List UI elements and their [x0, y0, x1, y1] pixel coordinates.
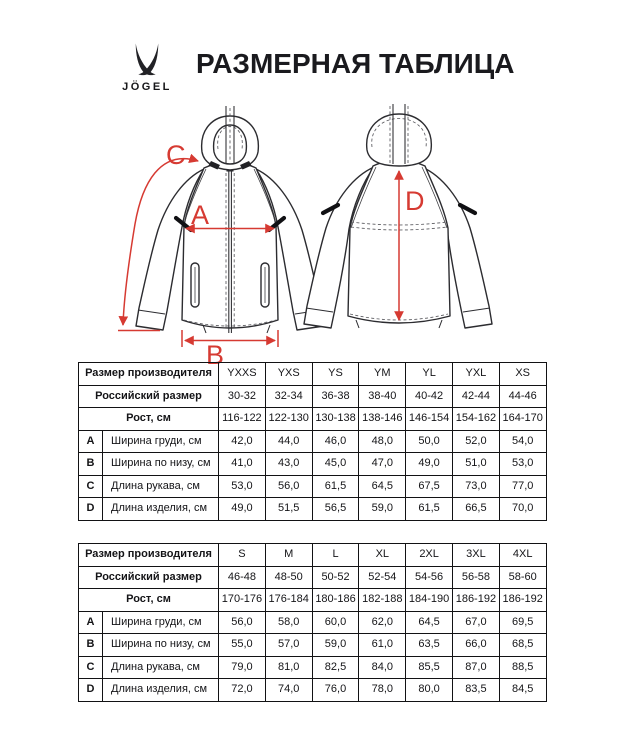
- measure-letter: A: [79, 611, 103, 634]
- size-header-value: 180-186: [312, 589, 359, 612]
- size-header-value: 164-170: [499, 408, 546, 431]
- size-header-value: 154-162: [453, 408, 500, 431]
- measure-value: 79,0: [219, 656, 266, 679]
- measure-value: 44,0: [265, 430, 312, 453]
- size-header-value: 32-34: [265, 385, 312, 408]
- size-header-label: Рост, см: [79, 408, 219, 431]
- measure-value: 80,0: [406, 679, 453, 702]
- measure-value: 41,0: [219, 453, 266, 476]
- measure-value: 64,5: [406, 611, 453, 634]
- measurement-row: [79, 453, 547, 476]
- measure-value: 53,0: [499, 453, 546, 476]
- measure-value: 84,0: [359, 656, 406, 679]
- size-header-value: 4XL: [499, 544, 546, 567]
- size-header-value: 38-40: [359, 385, 406, 408]
- measure-value: 69,5: [499, 611, 546, 634]
- size-header-value: 138-146: [359, 408, 406, 431]
- measure-value: 70,0: [499, 498, 546, 521]
- measure-value: 61,5: [312, 475, 359, 498]
- measure-value: 88,5: [499, 656, 546, 679]
- size-header-value: 36-38: [312, 385, 359, 408]
- size-header-label: Российский размер: [79, 566, 219, 589]
- size-header-value: 3XL: [453, 544, 500, 567]
- measure-value: 50,0: [406, 430, 453, 453]
- measure-name: Ширина по низу, см: [103, 453, 219, 476]
- measure-value: 76,0: [312, 679, 359, 702]
- size-header-value: YXL: [453, 363, 500, 386]
- size-header-label: Размер производителя: [79, 544, 219, 567]
- measure-value: 43,0: [265, 453, 312, 476]
- measure-letter: C: [79, 656, 103, 679]
- size-header-value: 130-138: [312, 408, 359, 431]
- measure-value: 67,5: [406, 475, 453, 498]
- brand-logo-text: JÖGEL: [122, 81, 172, 93]
- measurement-row: [79, 430, 547, 453]
- measure-value: 59,0: [312, 634, 359, 657]
- size-header-value: 44-46: [499, 385, 546, 408]
- measure-value: 85,5: [406, 656, 453, 679]
- size-header-value: 52-54: [359, 566, 406, 589]
- measure-value: 42,0: [219, 430, 266, 453]
- measure-letter: C: [79, 475, 103, 498]
- measure-value: 52,0: [453, 430, 500, 453]
- measure-value: 49,0: [406, 453, 453, 476]
- measure-value: 60,0: [312, 611, 359, 634]
- size-header-value: 42-44: [453, 385, 500, 408]
- size-header-value: YS: [312, 363, 359, 386]
- measure-value: 47,0: [359, 453, 406, 476]
- measure-value: 56,0: [265, 475, 312, 498]
- size-header-value: M: [265, 544, 312, 567]
- size-header-value: YXXS: [219, 363, 266, 386]
- measure-label-c: C: [166, 140, 186, 170]
- size-header-row: [79, 408, 547, 431]
- size-header-value: 56-58: [453, 566, 500, 589]
- measure-value: 56,5: [312, 498, 359, 521]
- size-header-value: XS: [499, 363, 546, 386]
- measurement-row: [79, 634, 547, 657]
- size-table-youth: [78, 362, 547, 521]
- measure-value: 77,0: [499, 475, 546, 498]
- measure-value: 67,0: [453, 611, 500, 634]
- size-header-value: 122-130: [265, 408, 312, 431]
- size-header-row: [79, 363, 547, 386]
- measure-value: 57,0: [265, 634, 312, 657]
- measure-label-a: A: [191, 200, 210, 230]
- measure-value: 48,0: [359, 430, 406, 453]
- size-header-value: 2XL: [406, 544, 453, 567]
- measure-value: 73,0: [453, 475, 500, 498]
- jacket-front-view: [136, 106, 324, 333]
- measure-value: 66,5: [453, 498, 500, 521]
- size-header-row: [79, 566, 547, 589]
- measure-value: 61,0: [359, 634, 406, 657]
- jacket-measurement-diagram: [90, 100, 530, 368]
- front-hood: [202, 106, 259, 170]
- size-header-value: YXS: [265, 363, 312, 386]
- jogel-logo-icon: [134, 42, 160, 78]
- hem-toggle: [267, 325, 270, 333]
- size-header-value: YL: [406, 363, 453, 386]
- measure-name: Длина рукава, см: [103, 656, 219, 679]
- measure-name: Длина изделия, см: [103, 679, 219, 702]
- measure-value: 45,0: [312, 453, 359, 476]
- measurement-row: [79, 475, 547, 498]
- measure-value: 82,5: [312, 656, 359, 679]
- measure-name: Ширина груди, см: [103, 430, 219, 453]
- measure-name: Ширина груди, см: [103, 611, 219, 634]
- measure-name: Длина рукава, см: [103, 475, 219, 498]
- measurement-row: [79, 498, 547, 521]
- measurement-row: [79, 656, 547, 679]
- size-header-value: 30-32: [219, 385, 266, 408]
- hem-toggle: [356, 320, 359, 328]
- measure-value: 81,0: [265, 656, 312, 679]
- measure-letter: D: [79, 679, 103, 702]
- measure-value: 61,5: [406, 498, 453, 521]
- measure-value: 72,0: [219, 679, 266, 702]
- hem-toggle: [439, 320, 442, 328]
- size-header-value: 176-184: [265, 589, 312, 612]
- measurement-row: [79, 679, 547, 702]
- size-table-adult: [78, 543, 547, 702]
- measure-value: 59,0: [359, 498, 406, 521]
- measure-name: Длина изделия, см: [103, 498, 219, 521]
- measure-value: 53,0: [219, 475, 266, 498]
- size-header-value: 184-190: [406, 589, 453, 612]
- measure-value: 87,0: [453, 656, 500, 679]
- measure-letter: D: [79, 498, 103, 521]
- size-header-value: 50-52: [312, 566, 359, 589]
- size-header-value: S: [219, 544, 266, 567]
- page-title: РАЗМЕРНАЯ ТАБЛИЦА: [196, 48, 515, 79]
- brand-logo: [111, 42, 183, 93]
- measure-value: 66,0: [453, 634, 500, 657]
- size-header-value: 186-192: [499, 589, 546, 612]
- size-header-row: [79, 589, 547, 612]
- measure-value: 84,5: [499, 679, 546, 702]
- measure-value: 54,0: [499, 430, 546, 453]
- size-header-value: 116-122: [219, 408, 266, 431]
- size-header-value: 146-154: [406, 408, 453, 431]
- size-header-value: 170-176: [219, 589, 266, 612]
- size-header-value: 182-188: [359, 589, 406, 612]
- size-header-value: XL: [359, 544, 406, 567]
- jacket-back-view: [304, 104, 492, 328]
- measure-letter: A: [79, 430, 103, 453]
- measure-value: 68,5: [499, 634, 546, 657]
- measure-letter: B: [79, 634, 103, 657]
- measure-value: 56,0: [219, 611, 266, 634]
- measure-label-b: B: [206, 340, 225, 370]
- back-hood: [367, 104, 432, 166]
- size-header-value: 40-42: [406, 385, 453, 408]
- measure-value: 62,0: [359, 611, 406, 634]
- measure-name: Ширина по низу, см: [103, 634, 219, 657]
- measure-value: 46,0: [312, 430, 359, 453]
- measure-value: 83,5: [453, 679, 500, 702]
- size-header-value: L: [312, 544, 359, 567]
- size-header-row: [79, 385, 547, 408]
- size-header-value: 54-56: [406, 566, 453, 589]
- measurement-row: [79, 611, 547, 634]
- size-header-row: [79, 544, 547, 567]
- size-header-value: 58-60: [499, 566, 546, 589]
- measure-value: 63,5: [406, 634, 453, 657]
- size-header-value: YM: [359, 363, 406, 386]
- measure-value: 78,0: [359, 679, 406, 702]
- measure-value: 74,0: [265, 679, 312, 702]
- measure-value: 58,0: [265, 611, 312, 634]
- measure-value: 51,0: [453, 453, 500, 476]
- size-header-label: Размер производителя: [79, 363, 219, 386]
- size-header-value: 186-192: [453, 589, 500, 612]
- measure-label-d: D: [405, 186, 425, 216]
- measure-value: 51,5: [265, 498, 312, 521]
- measure-value: 64,5: [359, 475, 406, 498]
- size-header-value: 48-50: [265, 566, 312, 589]
- measure-value: 55,0: [219, 634, 266, 657]
- size-header-label: Российский размер: [79, 385, 219, 408]
- measure-value: 49,0: [219, 498, 266, 521]
- size-header-value: 46-48: [219, 566, 266, 589]
- size-header-label: Рост, см: [79, 589, 219, 612]
- measure-letter: B: [79, 453, 103, 476]
